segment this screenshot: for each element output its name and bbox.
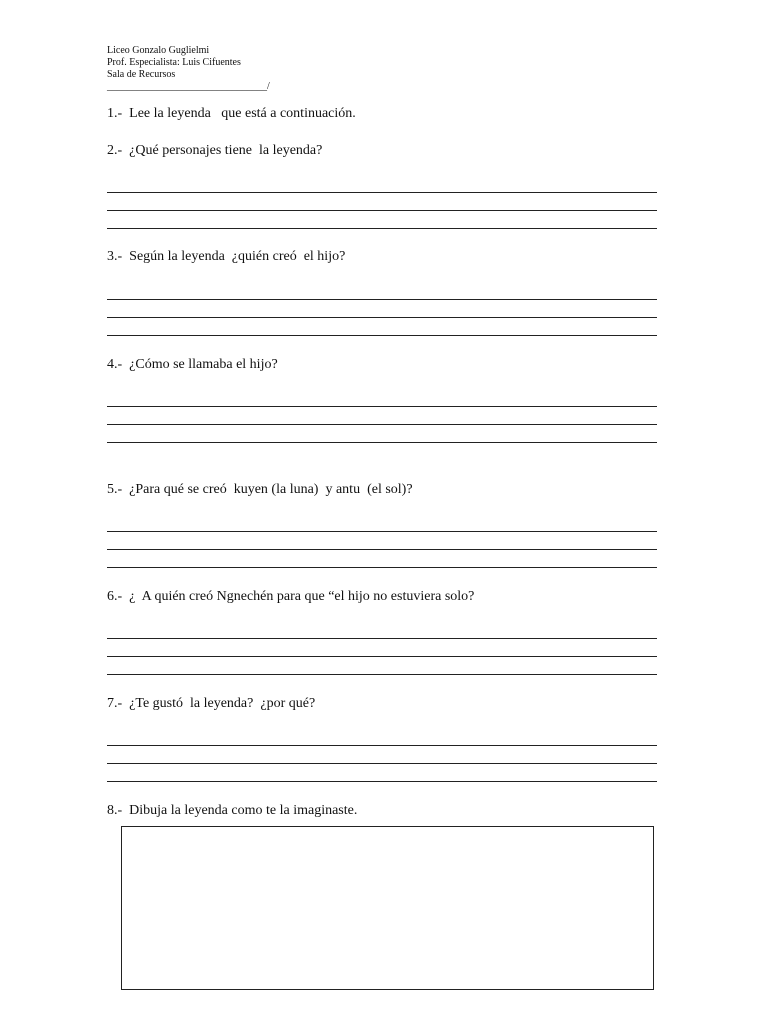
drawing-box[interactable]	[121, 826, 654, 990]
answer-line[interactable]	[107, 317, 657, 318]
answer-line[interactable]	[107, 442, 657, 443]
header-blank-line: ________________________________/	[107, 81, 270, 92]
answer-line[interactable]	[107, 299, 657, 300]
answer-line[interactable]	[107, 763, 657, 764]
room-name: Sala de Recursos	[107, 69, 176, 80]
answer-line[interactable]	[107, 638, 657, 639]
answer-line[interactable]	[107, 335, 657, 336]
question-3: 3.- Según la leyenda ¿quién creó el hijo?	[107, 249, 346, 264]
question-2: 2.- ¿Qué personajes tiene la leyenda?	[107, 143, 323, 158]
answer-line[interactable]	[107, 549, 657, 550]
question-8: 8.- Dibuja la leyenda como te la imaginaste.	[107, 803, 358, 818]
question-7: 7.- ¿Te gustó la leyenda? ¿por qué?	[107, 696, 316, 711]
question-6: 6.- ¿ A quién creó Ngnechén para que “el hijo no estuviera solo?	[107, 589, 475, 604]
answer-line[interactable]	[107, 674, 657, 675]
answer-line[interactable]	[107, 210, 657, 211]
answer-line[interactable]	[107, 567, 657, 568]
answer-line[interactable]	[107, 406, 657, 407]
worksheet-header	[107, 45, 270, 93]
answer-line[interactable]	[107, 192, 657, 193]
answer-line[interactable]	[107, 424, 657, 425]
answer-line[interactable]	[107, 745, 657, 746]
teacher-name: Prof. Especialista: Luis Cifuentes	[107, 57, 241, 68]
school-name: Liceo Gonzalo Guglielmi	[107, 45, 210, 56]
answer-line[interactable]	[107, 531, 657, 532]
answer-line[interactable]	[107, 656, 657, 657]
answer-line[interactable]	[107, 781, 657, 782]
question-4: 4.- ¿Cómo se llamaba el hijo?	[107, 357, 278, 372]
answer-line[interactable]	[107, 228, 657, 229]
question-5: 5.- ¿Para qué se creó kuyen (la luna) y antu (el sol)?	[107, 482, 413, 497]
question-1: 1.- Lee la leyenda que está a continuación.	[107, 106, 356, 121]
